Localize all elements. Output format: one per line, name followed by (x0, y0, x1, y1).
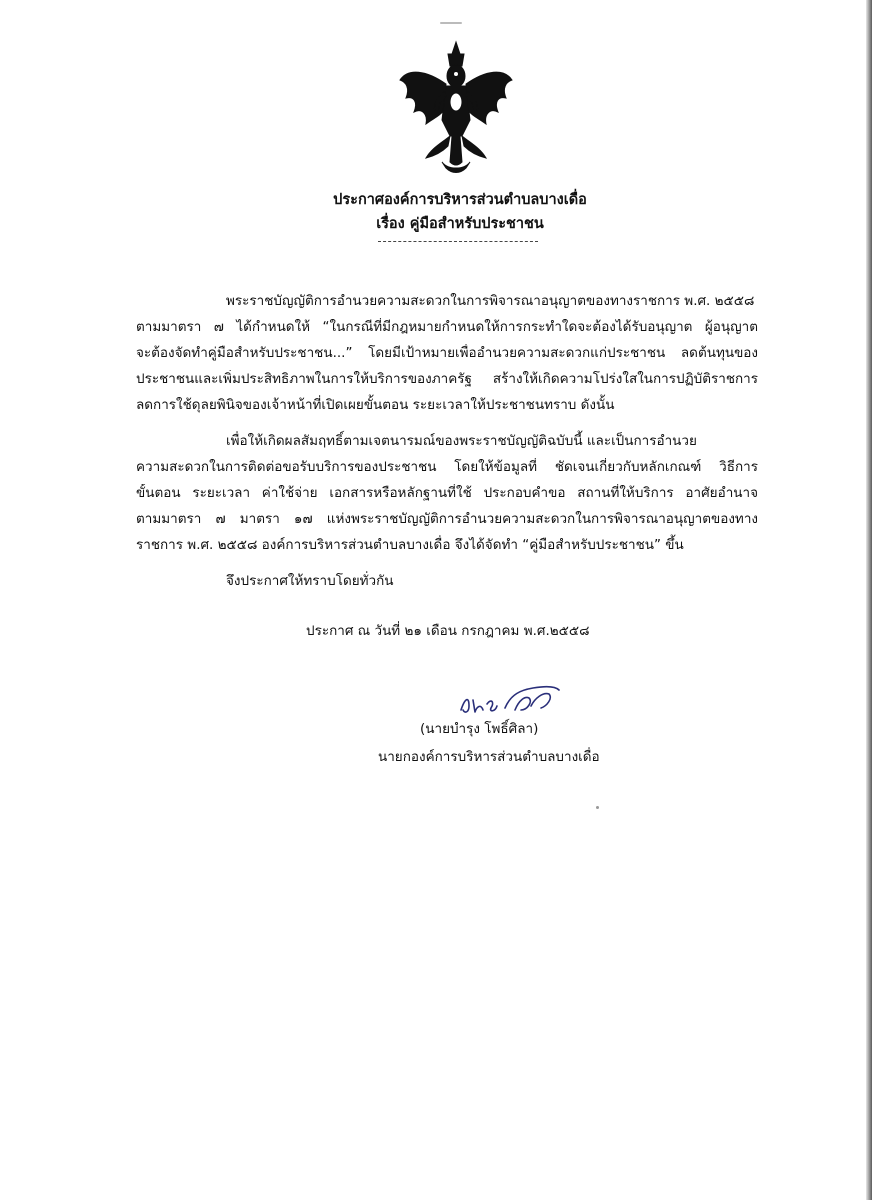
document-title: ประกาศองค์การบริหารส่วนตำบลบางเดื่อ (333, 192, 587, 208)
scan-edge-shadow (866, 0, 872, 1200)
paragraph2-line4: ตามมาตรา ๗ มาตรา ๑๗ แห่งพระราชบัญญัติการอำนวยความสะดวกในการพิจารณาอนุญาตของทาง (136, 511, 758, 527)
paragraph1-line4: ประชาชนและเพิ่มประสิทธิภาพในการให้บริการของภาครัฐ สร้างให้เกิดความโปร่งใสในการปฏิบัติราชการ (136, 371, 758, 387)
document-subject: เรื่อง คู่มือสำหรับประชาชน (376, 216, 544, 232)
scan-speck (596, 806, 599, 809)
paragraph2-line3: ขั้นตอน ระยะเวลา ค่าใช้จ่าย เอกสารหรือหลักฐานที่ใช้ ประกอบคำขอ สถานที่ให้บริการ อาศัยอำนาจ (136, 485, 758, 501)
paragraph2-line2: ความสะดวกในการติดต่อขอรับบริการของประชาชน โดยให้ข้อมูลที่ ชัดเจนเกี่ยวกับหลักเกณฑ์ วิธีการ (136, 459, 758, 475)
scan-speck (440, 22, 462, 24)
announcement-date: ประกาศ ณ วันที่ ๒๑ เดือน กรกฎาคม พ.ศ.๒๕๕๘ (306, 623, 590, 639)
paragraph1-line1: พระราชบัญญัติการอำนวยความสะดวกในการพิจารณาอนุญาตของทางราชการ พ.ศ. ๒๕๕๘ (226, 293, 755, 309)
title-divider (378, 241, 538, 242)
signatory-name: (นายบำรุง โพธิ์ศิลา) (420, 721, 539, 737)
paragraph1-line5: ลดการใช้ดุลยพินิจของเจ้าหน้าที่เปิดเผยขั้นตอน ระยะเวลาให้ประชาชนทราบ ดังนั้น (136, 397, 615, 413)
announcement-line: จึงประกาศให้ทราบโดยทั่วกัน (226, 573, 394, 589)
handwritten-signature-icon (455, 680, 565, 720)
paragraph1-line3: จะต้องจัดทำคู่มือสำหรับประชาชน...” โดยมีเป้าหมายเพื่ออำนวยความสะดวกแก่ประชาชน ลดต้นทุนของ (136, 345, 758, 361)
signatory-position: นายกองค์การบริหารส่วนตำบลบางเดื่อ (378, 749, 600, 765)
paragraph1-line2: ตามมาตรา ๗ ได้กำหนดให้ “ในกรณีที่มีกฎหมายกำหนดให้การกระทำใดจะต้องได้รับอนุญาต ผู้อนุญาต (136, 319, 758, 335)
paragraph2-line5: ราชการ พ.ศ. ๒๕๕๘ องค์การบริหารส่วนตำบลบางเดื่อ จึงได้จัดทำ “คู่มือสำหรับประชาชน” ขึ้น (136, 537, 684, 553)
garuda-emblem-icon (396, 40, 516, 175)
paragraph2-line1: เพื่อให้เกิดผลสัมฤทธิ์ตามเจตนารมณ์ของพระราชบัญญัติฉบับนี้ และเป็นการอำนวย (226, 433, 697, 449)
